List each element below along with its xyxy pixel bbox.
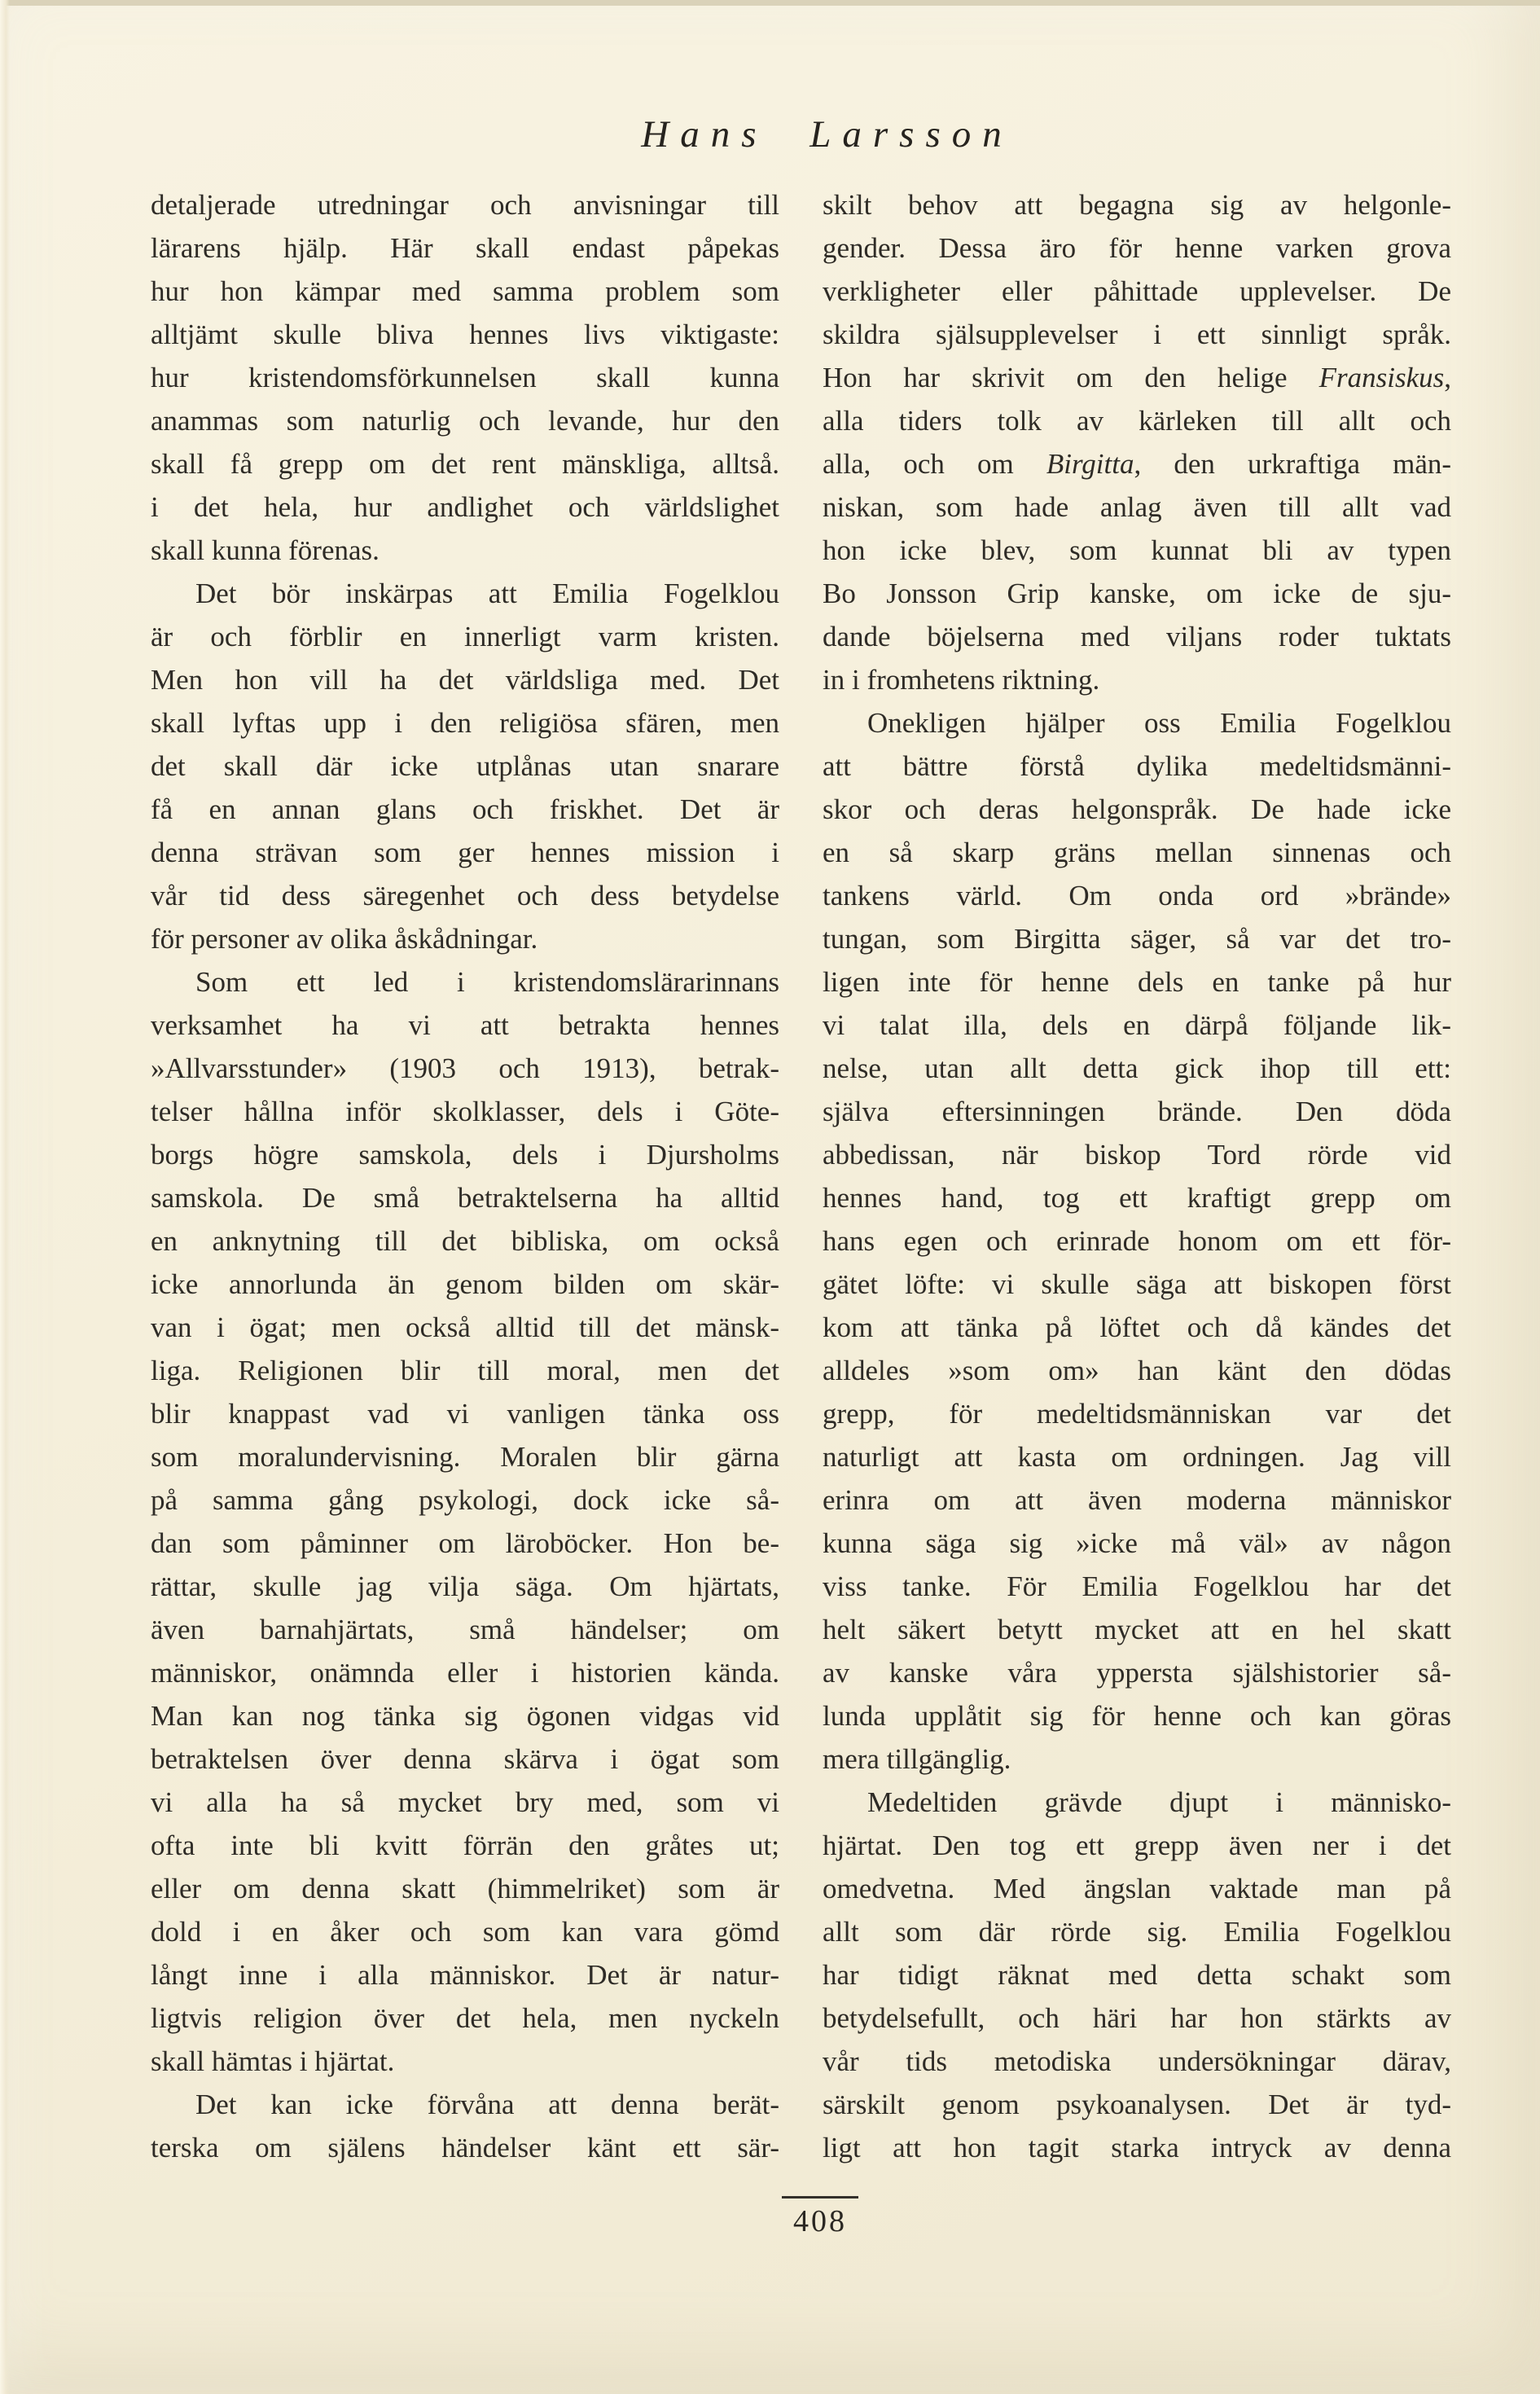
text-line: in i fromhetens riktning.: [823, 664, 1100, 696]
running-header: Hans Larsson: [641, 113, 1013, 156]
text-line: terska om själens händelser känt ett sär-: [151, 2132, 779, 2163]
text-line: hon icke blev, som kunnat bli av typen: [823, 534, 1451, 566]
text-line: själva eftersinningen brände. Den döda: [823, 1096, 1451, 1127]
text-line: icke annorlunda än genom bilden om skär-: [151, 1268, 779, 1300]
text-line: vi alla ha så mycket bry med, som vi: [151, 1786, 779, 1818]
text-line: liga. Religionen blir till moral, men det: [151, 1355, 779, 1386]
text-line: Medeltiden grävde djupt i människo-: [867, 1786, 1451, 1818]
scan-left-edge: [0, 0, 10, 2394]
text-line: ligtvis religion över det hela, men nyckeln: [151, 2002, 779, 2034]
text-line: som moralundervisning. Moralen blir gärna: [151, 1441, 779, 1473]
text-line: ligen inte för henne dels en tanke på hur: [823, 966, 1451, 998]
text-line: hjärtat. Den tog ett grepp även ner i det: [823, 1830, 1451, 1861]
text-line: i det hela, hur andlighet och världslighet: [151, 491, 779, 523]
text-line: alla, och om Birgitta, den urkraftiga män-: [823, 448, 1451, 480]
text-line: det skall där icke utplånas utan snarare: [151, 750, 779, 782]
text-line: Man kan nog tänka sig ögonen vidgas vid: [151, 1700, 779, 1732]
text-line: Bo Jonsson Grip kanske, om icke de sju-: [823, 578, 1451, 609]
text-line: naturligt att kasta om ordningen. Jag vill: [823, 1441, 1451, 1473]
text-line: van i ögat; men också alltid till det mänsk-: [151, 1311, 779, 1343]
text-line: skildra själsupplevelser i ett sinnligt språk.: [823, 318, 1451, 350]
text-line: hur kristendomsförkunnelsen skall kunna: [151, 362, 779, 393]
text-line: telser hållna inför skolklasser, dels i Göte-: [151, 1096, 779, 1127]
text-line: skall få grepp om det rent mänskliga, alltså.: [151, 448, 779, 480]
text-line: skilt behov att begagna sig av helgonle-: [823, 189, 1451, 221]
footer-rule: [782, 2196, 858, 2199]
text-line: en så skarp gräns mellan sinnenas och: [823, 837, 1451, 868]
text-line: verkligheter eller påhittade upplevelser. De: [823, 275, 1451, 307]
text-line: på samma gång psykologi, dock icke så-: [151, 1484, 779, 1516]
text-line: omedvetna. Med ängslan vaktade man på: [823, 1873, 1451, 1904]
text-line: abbedissan, när biskop Tord rörde vid: [823, 1139, 1451, 1171]
text-line: Det kan icke förvåna att denna berät-: [195, 2089, 779, 2120]
text-line: gätet löfte: vi skulle säga att biskopen först: [823, 1268, 1451, 1300]
page-footer: [763, 2196, 877, 2239]
text-line: ligt att hon tagit starka intryck av denna: [823, 2132, 1451, 2163]
text-line: dold i en åker och som kan vara gömd: [151, 1916, 779, 1948]
text-line: mera tillgänglig.: [823, 1743, 1011, 1775]
text-line: betydelsefullt, och häri har hon stärkts av: [823, 2002, 1451, 2034]
text-line: skall lyftas upp i den religiösa sfären, men: [151, 707, 779, 739]
text-line: vår tid dess säregenhet och dess betydelse: [151, 880, 779, 911]
text-line: Som ett led i kristendomslärarinnans: [195, 966, 779, 998]
text-line: »Allvarsstunder» (1903 och 1913), betrak-: [151, 1052, 779, 1084]
text-line: erinra om att även moderna människor: [823, 1484, 1451, 1516]
text-line: alldeles »som om» han känt den dödas: [823, 1355, 1451, 1386]
text-line: verksamhet ha vi att betrakta hennes: [151, 1009, 779, 1041]
text-line: samskola. De små betraktelserna ha alltid: [151, 1182, 779, 1214]
text-line: alltjämt skulle bliva hennes livs viktigaste:: [151, 318, 779, 350]
text-line: rättar, skulle jag vilja säga. Om hjärtats,: [151, 1570, 779, 1602]
text-line: denna strävan som ger hennes mission i: [151, 837, 779, 868]
text-columns: [151, 183, 1451, 2169]
text-line: få en annan glans och friskhet. Det är: [151, 793, 779, 825]
text-line: hennes hand, tog ett kraftigt grepp om: [823, 1182, 1451, 1214]
text-line: är och förblir en innerligt varm kristen.: [151, 621, 779, 652]
text-line: detaljerade utredningar och anvisningar till: [151, 189, 779, 221]
text-column-right: [823, 183, 1451, 2169]
text-line: skor och deras helgonspråk. De hade icke: [823, 793, 1451, 825]
text-line: vi talat illa, dels en därpå följande lik-: [823, 1009, 1451, 1041]
text-line: även barnahjärtats, små händelser; om: [151, 1614, 779, 1645]
text-line: skall hämtas i hjärtat.: [151, 2045, 395, 2077]
text-line: eller om denna skatt (himmelriket) som är: [151, 1873, 779, 1904]
text-line: en anknytning till det bibliska, om också: [151, 1225, 779, 1257]
text-line: alla tiders tolk av kärleken till allt och: [823, 405, 1451, 437]
text-line: Onekligen hjälper oss Emilia Fogelklou: [867, 707, 1451, 739]
text-line: lunda upplåtit sig för henne och kan göras: [823, 1700, 1451, 1732]
text-line: allt som där rörde sig. Emilia Fogelklou: [823, 1916, 1451, 1948]
scan-top-edge: [0, 0, 1540, 6]
text-line: människor, onämnda eller i historien kända.: [151, 1657, 779, 1689]
text-line: långt inne i alla människor. Det är natur-: [151, 1959, 779, 1991]
text-line: viss tanke. För Emilia Fogelklou har det: [823, 1570, 1451, 1602]
text-line: kunna säga sig »icke må väl» av någon: [823, 1527, 1451, 1559]
text-line: helt säkert betytt mycket att en hel skatt: [823, 1614, 1451, 1645]
text-line: niskan, som hade anlag även till allt vad: [823, 491, 1451, 523]
text-line: grepp, för medeltidsmänniskan var det: [823, 1398, 1451, 1430]
text-line: betraktelsen över denna skärva i ögat som: [151, 1743, 779, 1775]
text-line: blir knappast vad vi vanligen tänka oss: [151, 1398, 779, 1430]
text-line: Det bör inskärpas att Emilia Fogelklou: [195, 578, 779, 609]
text-line: att bättre förstå dylika medeltidsmänni-: [823, 750, 1451, 782]
text-line: anammas som naturlig och levande, hur den: [151, 405, 779, 437]
text-line: tankens värld. Om onda ord »brände»: [823, 880, 1451, 911]
text-line: lärarens hjälp. Här skall endast påpekas: [151, 232, 779, 264]
text-line: av kanske våra yppersta själshistorier så-: [823, 1657, 1451, 1689]
text-line: dan som påminner om läroböcker. Hon be-: [151, 1527, 779, 1559]
text-line: ofta inte bli kvitt förrän den gråtes ut;: [151, 1830, 779, 1861]
text-line: nelse, utan allt detta gick ihop till ett:: [823, 1052, 1451, 1084]
text-line: för personer av olika åskådningar.: [151, 923, 538, 955]
page-number: 408: [793, 2204, 847, 2238]
text-line: hans egen och erinrade honom om ett för-: [823, 1225, 1451, 1257]
text-line: tungan, som Birgitta säger, så var det tro-: [823, 923, 1451, 955]
text-line: Hon har skrivit om den helige Fransiskus,: [823, 362, 1451, 393]
text-line: borgs högre samskola, dels i Djursholms: [151, 1139, 779, 1171]
text-line: vår tids metodiska undersökningar därav,: [823, 2045, 1451, 2077]
text-line: har tidigt räknat med detta schakt som: [823, 1959, 1451, 1991]
text-line: särskilt genom psykoanalysen. Det är tyd-: [823, 2089, 1451, 2120]
text-line: kom att tänka på löftet och då kändes det: [823, 1311, 1451, 1343]
text-line: hur hon kämpar med samma problem som: [151, 275, 779, 307]
text-column-left: [151, 183, 779, 2169]
text-line: Men hon vill ha det världsliga med. Det: [151, 664, 779, 696]
text-line: gender. Dessa äro för henne varken grova: [823, 232, 1451, 264]
text-line: skall kunna förenas.: [151, 534, 380, 566]
text-line: dande böjelserna med viljans roder tuktats: [823, 621, 1451, 652]
